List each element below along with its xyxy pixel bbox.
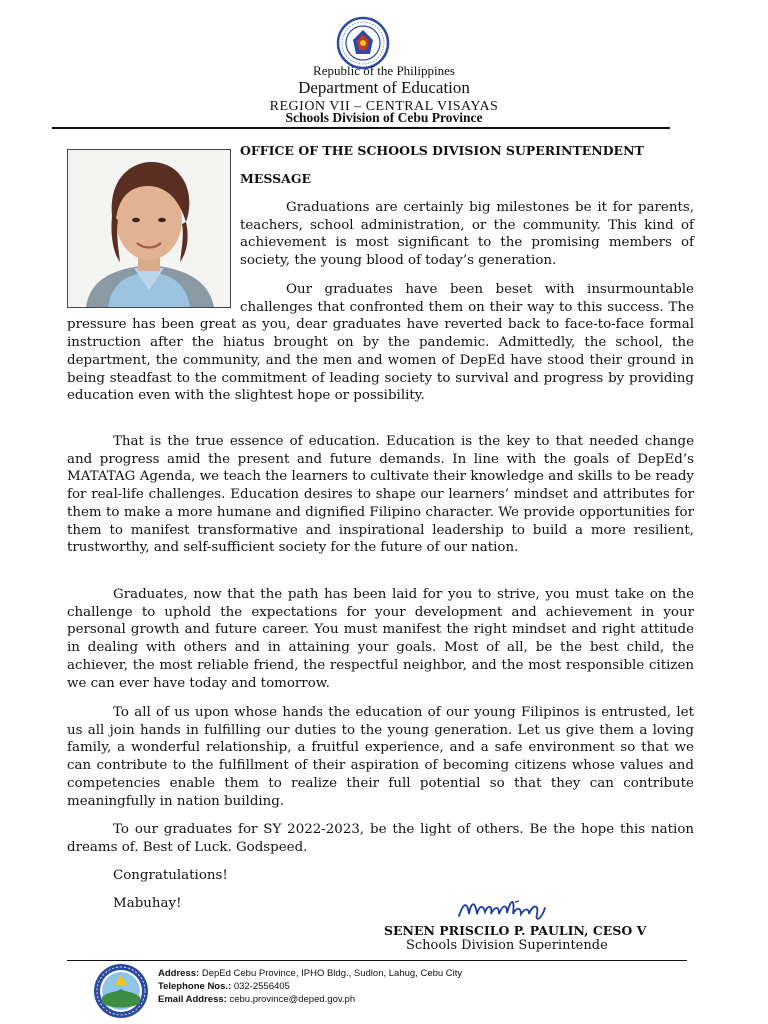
message-paragraph-6: To our graduates for SY 2022-2023, be the light of others. Be the hope this nation dreams of. Best of Luck. Godspeed. xyxy=(67,822,694,855)
footer-address-label: Address: xyxy=(158,968,200,979)
footer-address-value: DepEd Cebu Province, IPHO Bldg., Sudlon, Lahug, Cebu City xyxy=(201,968,463,979)
mabuhay-line: Mabuhay! xyxy=(113,896,182,911)
footer-telephone-label: Telephone Nos.: xyxy=(158,981,232,992)
congratulations-line: Congratulations! xyxy=(113,868,228,883)
footer-telephone-value: 032-2556405 xyxy=(233,981,290,992)
message-paragraph-1: Graduations are certainly big milestones be it for parents, teachers, school administration, or the community. This kind of achievement is most significant to the promising members of society, the young blood of today’s generation. xyxy=(240,200,694,269)
message-paragraph-5: To all of us upon whose hands the education of our young Filipinos is entrusted, let us all join hands in fulfilling our duties to the young generation. Let us give them a loving family, a wonderful relationship, a fruitful experience, and a safe environment so that we can contribute to the fulfillment of their aspiration of becoming citizens whose values and competencies enable them to realize their full potential so that they can contribute meaningfully in nation building. xyxy=(67,705,694,809)
message-paragraph-4: Graduates, now that the path has been laid for you to strive, you must take on the challenge to uphold the expectations for your development and achievement in your personal growth and future career. You must manifest the right mindset and right attitude in dealing with others and in attaining your goals. Most of all, be the best child, the achiever, the most reliable friend, the respectful neighbor, and the most responsible citizen we can ever have today and tomorrow. xyxy=(67,587,694,691)
footer-email-label: Email Address: xyxy=(158,994,227,1005)
office-title: OFFICE OF THE SCHOOLS DIVISION SUPERINTENDENT xyxy=(240,143,644,158)
header-divider xyxy=(52,127,670,129)
region-label: REGION VII – CENTRAL VISAYAS xyxy=(269,99,499,114)
message-paragraph-3: That is the true essence of education. Education is the key to that needed change and progress amid the present and future demands. In line with the goals of DepEd’s MATATAG Agenda, we teach the learners to cultivate their knowledge and skills to be ready for real-life challenges. Education desires to shape our learners’ mindset and attributes for them to make a more humane and dignified Filipino character. We provide opportunities for them to manifest transformative and inspirational leadership to build a more resilient, trustworthy, and self-sufficient society for the future of our nation. xyxy=(67,434,694,556)
deped-seal-icon xyxy=(336,16,390,70)
message-heading: MESSAGE xyxy=(240,171,312,186)
signatory-title: Schools Division Superintende xyxy=(406,938,608,953)
department-label: Department of Education xyxy=(298,78,470,97)
signature-icon xyxy=(455,894,555,924)
footer-divider xyxy=(67,960,687,961)
footer-telephone xyxy=(158,981,290,992)
footer-email xyxy=(158,994,355,1005)
message-paragraph-2-text: Our graduates have been beset with insurmountable challenges that confronted them on their way to this success. The pressure has been great as you, dear graduates have reverted back to face-to-face formal instruction after the hiatus brought on by the pandemic. Admittedly, the school, the department, the community, and the men and women of DepEd have stood their ground in being steadfast to the commitment of leading society to survival and progress by providing education even with the slightest hope or possibility. xyxy=(67,282,694,404)
signatory-name: SENEN PRISCILO P. PAULIN, CESO V xyxy=(384,923,647,938)
division-seal-icon xyxy=(93,963,149,1019)
footer-email-value[interactable]: cebu.province@deped.gov.ph xyxy=(229,994,356,1005)
republic-label: Republic of the Philippines xyxy=(313,63,455,78)
footer-address xyxy=(158,968,462,979)
division-label: Schools Division of Cebu Province xyxy=(285,110,483,125)
message-paragraph-2 xyxy=(67,281,694,405)
